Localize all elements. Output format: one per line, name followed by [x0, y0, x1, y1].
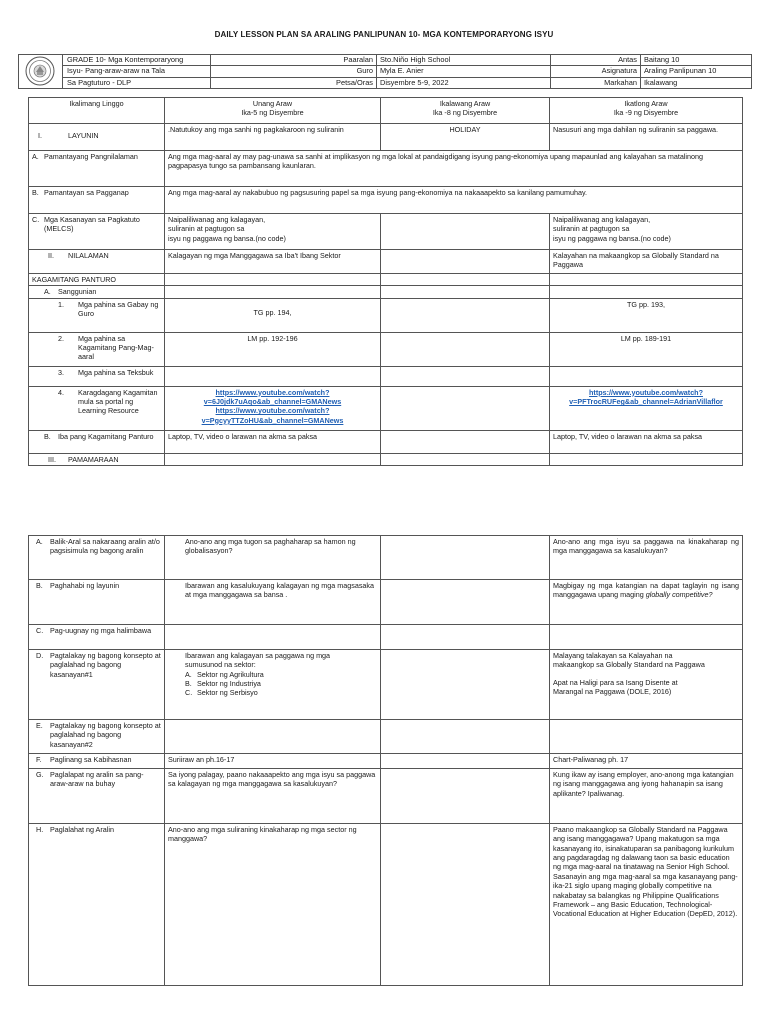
- row-label-pamantayang-pangnilalaman: [29, 151, 165, 187]
- melcs-line: Naipaliliwanag ang kalagayan,: [553, 215, 651, 224]
- row-label-pagtalakay-2: [29, 720, 165, 754]
- row-number: A.: [44, 287, 51, 297]
- row-label-nilalaman: [29, 250, 165, 274]
- empty-cell: [381, 286, 550, 298]
- row-title: Pag-uugnay ng mga halimbawa: [50, 626, 152, 635]
- field-label: Asignatura: [551, 66, 641, 77]
- melcs-line: isyu ng paggawa ng bansa.(no code): [168, 233, 286, 243]
- haligi-line: Marangal na Paggawa (DOLE, 2016): [553, 687, 672, 697]
- field-label: Guro: [211, 66, 377, 77]
- empty-cell: [381, 650, 550, 720]
- row-title: Balik-Aral sa nakaraang aralin at/o pagsisimula ng bagong aralin: [50, 537, 160, 556]
- row-label-pamantayan-sa-pagganap: [29, 187, 165, 214]
- youtube-link[interactable]: https://www.youtube.com/watch?: [589, 387, 703, 397]
- layunin-day2: HOLIDAY: [381, 124, 550, 151]
- melcs-day3: [550, 214, 743, 250]
- sektor-item: Sektor ng Serbisyo: [197, 688, 258, 698]
- youtube-link[interactable]: v=PgcyyTTZoHU&ab_channel=GMANews: [201, 415, 344, 425]
- paghahabi-text: Magbigay ng mga katangian na dapat taglayin ng isang manggagawa upang maging: [553, 581, 739, 600]
- row-number: 1.: [58, 299, 64, 309]
- row-title: Pamantayan sa Pagganap: [44, 188, 129, 197]
- row-title: Mga pahina sa Gabay ng Guro: [78, 299, 159, 319]
- empty-cell: [381, 430, 550, 453]
- sektor-intro: sumusunod na sektor:: [185, 660, 256, 670]
- empty-cell: [165, 366, 381, 386]
- row-title: Paglinang sa Kabihasnan: [50, 755, 132, 764]
- empty-cell: [165, 720, 381, 754]
- lesson-plan-table-1: [28, 97, 743, 466]
- row-number: E.: [36, 721, 43, 730]
- row-title: Karagdagang Kagamitan mula sa portal ng Learning Resource: [78, 387, 158, 416]
- deped-seal-icon: [25, 56, 55, 86]
- melcs-line: suliranin at pagtugon sa: [168, 224, 245, 234]
- empty-cell: [381, 536, 550, 580]
- row-number: B.: [32, 188, 39, 197]
- empty-cell: [165, 286, 381, 298]
- row-number: B.: [44, 431, 51, 441]
- paghahabi-italic: globally competitive?: [645, 590, 713, 600]
- empty-cell: [381, 720, 550, 754]
- paglalahat-day3: Paano makaangkop sa Globally Standard na Paggawa ang isang manggagawa? Upang makatugon sa mga kasanayang ito, isinakatuparan sa panibagong kurikulum ang pagdaragdag ng dalawang taon sa basic education ng mga mag-aaral na tinatawag na Senior High School. Sasanayin ang mga mag-aaral sa mga kasanayang pang-ika-21 siglo upang maging globally competitive na nakabatay sa balangkas ng Philippine Qualifications Framework – ang Basic Education, Technological-Vocational Education at Higher Education (DepED, 2012).: [550, 824, 743, 986]
- row-label-karagdagang-kagamitan: [29, 386, 165, 430]
- row-number: F.: [36, 755, 42, 764]
- grade-label: GRADE 10- Mga Kontemporaryong: [63, 55, 211, 66]
- sektor-intro: Ibarawan ang kalagayan sa paggawa ng mga: [185, 651, 331, 660]
- row-title: PAMAMARAAN: [68, 454, 119, 464]
- row-title: Mga pahina sa Kagamitang Pang-Mag-aaral: [78, 333, 154, 362]
- row-title: Paglalapat ng aralin sa pang-araw-araw na buhay: [50, 770, 144, 789]
- pamantayang-pangnilalaman-text: Ang mga mag-aaral ay may pag-unawa sa sanhi at implikasyon ng mga lokal at pandaigdigang isyung pang-ekonomiya upang mapaunlad ang kalayahan sa matalinong pagpapasya tungo sa pambansang kaunlaran.: [165, 151, 743, 187]
- balik-aral-day3: Ano-ano ang mga isyu sa paggawa na kinakaharap ng mga manggagawa sa kasalukuyan?: [550, 536, 743, 580]
- iba-pang-day1: Laptop, TV, video o larawan na akma sa paksa: [165, 430, 381, 453]
- karagdagang-day3: [550, 386, 743, 430]
- gabay-day3: TG pp. 193,: [550, 298, 743, 332]
- field-label: Paaralan: [211, 55, 377, 66]
- empty-cell: [381, 298, 550, 332]
- layunin-day1: .Natutukoy ang mga sanhi ng pagkakaroon ng suliranin: [165, 124, 381, 151]
- day2-name: Ikalawang Araw: [439, 99, 491, 108]
- youtube-link[interactable]: v=PFTrocRUFeg&ab_channel=AdrianVillaflor: [569, 397, 723, 407]
- paglinang-day1: Suriiraw an ph.16-17: [165, 754, 381, 769]
- empty-cell: [550, 274, 743, 286]
- pagtalakay-1-day3: [550, 650, 743, 720]
- talakayan-line: makaangkop sa Globally Standard na Paggawa: [553, 660, 705, 670]
- empty-cell: [165, 274, 381, 286]
- paglalahat-day1: Ano-ano ang mga suliraning kinakaharap ng mga sector ng manggawa?: [165, 824, 381, 986]
- nilalaman-day1: Kalagayan ng mga Manggagawa sa Iba't Ibang Sektor: [165, 250, 381, 274]
- row-number: 3.: [58, 367, 64, 377]
- haligi-line: Apat na Haligi para sa Isang Disente at: [553, 677, 678, 687]
- document-title: DAILY LESSON PLAN SA ARALING PANLIPUNAN 10- MGA KONTEMPORARYONG ISYU: [214, 30, 554, 39]
- youtube-link[interactable]: https://www.youtube.com/watch?: [215, 406, 330, 416]
- kagamitan-day3: LM pp. 189-191: [550, 332, 743, 366]
- row-number: III.: [48, 454, 56, 464]
- row-label-paghahabi: [29, 580, 165, 625]
- field-value: Ikalawang: [641, 77, 752, 88]
- empty-cell: [381, 366, 550, 386]
- row-number: A.: [36, 537, 43, 546]
- empty-cell: [550, 366, 743, 386]
- lesson-plan-table-2: [28, 535, 743, 986]
- paghahabi-day3: [550, 580, 743, 625]
- row-number: C.: [32, 215, 40, 224]
- row-title: Mga pahina sa Teksbuk: [78, 367, 154, 377]
- row-label-paglalapat: [29, 769, 165, 824]
- balik-aral-day1: Ano-ano ang mga tugon sa paghaharap sa hamon ng globalisasyon?: [165, 536, 381, 580]
- row-label-teksbuk: [29, 366, 165, 386]
- nilalaman-day2: [381, 250, 550, 274]
- row-title: Pagtalakay ng bagong konsepto at paglalahad ng bagong kasanayan#1: [50, 651, 161, 679]
- empty-cell: [550, 286, 743, 298]
- talakayan-line: Malayang talakayan sa Kalayahan na: [553, 651, 673, 660]
- row-title: Pamantayang Pangnilalaman: [44, 152, 138, 161]
- row-label-gabay-ng-guro: [29, 298, 165, 332]
- row-number: B.: [36, 581, 43, 590]
- iba-pang-day3: Laptop, TV, video o larawan na akma sa paksa: [550, 430, 743, 453]
- day3-date: Ika -9 ng Disyembre: [613, 108, 679, 118]
- paghahabi-day1: Ibarawan ang kasalukuyang kalagayan ng mga magsasaka at mga manggagawa sa bansa .: [165, 580, 381, 625]
- field-value: Sto.Niño High School: [377, 55, 551, 66]
- empty-cell: [550, 720, 743, 754]
- melcs-day2: [381, 214, 550, 250]
- paglalapat-day1: Sa iyong palagay, paano nakaaapekto ang mga isyu sa paggawa sa kalagayan ng mga manggagawa sa kasalukuyan?: [165, 769, 381, 824]
- list-marker: C.: [185, 688, 193, 698]
- empty-cell: [381, 386, 550, 430]
- grade-label: Isyu- Pang-araw-araw na Tala: [63, 66, 211, 77]
- row-number: II.: [48, 251, 54, 260]
- day1-header: [165, 98, 381, 124]
- row-number: I.: [38, 131, 42, 140]
- row-title: Sanggunian: [58, 287, 97, 297]
- karagdagang-day1: [165, 386, 381, 430]
- pamantayan-sa-pagganap-text: Ang mga mag-aaral ay nakabubuo ng pagsusuring papel sa mga isyung pang-ekonomiya na nakaaapekto sa kanilang pamumuhay.: [165, 187, 743, 214]
- row-label-iba-pang-kagamitan: [29, 430, 165, 453]
- empty-cell: [381, 580, 550, 625]
- empty-cell: [550, 625, 743, 650]
- row-number: 2.: [58, 333, 64, 343]
- row-title: LAYUNIN: [68, 131, 99, 140]
- empty-cell: [165, 625, 381, 650]
- row-number: D.: [36, 651, 44, 660]
- kagamitan-day1: LM pp. 192-196: [165, 332, 381, 366]
- empty-cell: [381, 274, 550, 286]
- row-title: Mga Kasanayan sa Pagkatuto (MELCS): [44, 215, 140, 234]
- row-number: G.: [36, 770, 44, 779]
- empty-cell: [381, 754, 550, 769]
- day2-header: [381, 98, 550, 124]
- day3-header: [550, 98, 743, 124]
- row-title: Paglalahat ng Aralin: [50, 825, 114, 834]
- row-label-layunin: [29, 124, 165, 151]
- field-value: Myla E. Anier: [377, 66, 551, 77]
- empty-cell: [381, 769, 550, 824]
- row-label-paglalahat: [29, 824, 165, 986]
- row-label-kagamitang-pang-mag-aaral: [29, 332, 165, 366]
- day2-date: Ika -8 ng Disyembre: [432, 108, 498, 118]
- field-label: Markahan: [551, 77, 641, 88]
- melcs-line: suliranin at pagtugon sa: [553, 224, 630, 234]
- row-label-sanggunian: [29, 286, 165, 298]
- field-label: Antas: [551, 55, 641, 66]
- row-title: Pagtalakay ng bagong konsepto at paglalahad ng bagong kasanayan#2: [50, 721, 161, 749]
- row-number: C.: [36, 626, 44, 635]
- list-marker: A.: [185, 669, 192, 679]
- row-number: H.: [36, 825, 44, 834]
- row-title: Iba pang Kagamitang Panturo: [58, 431, 154, 441]
- empty-cell: [381, 824, 550, 986]
- empty-cell: [550, 453, 743, 465]
- youtube-link[interactable]: https://www.youtube.com/watch?: [215, 387, 330, 397]
- field-label: Petsa/Oras: [211, 77, 377, 88]
- grade-label: Sa Pagtuturo - DLP: [63, 77, 211, 88]
- gabay-day1: TG pp. 194,: [165, 298, 381, 332]
- sektor-item: Sektor ng Industriya: [197, 679, 261, 689]
- melcs-line: Naipaliliwanag ang kalagayan,: [168, 215, 266, 224]
- paglinang-day3: Chart-Paliwanag ph. 17: [550, 754, 743, 769]
- list-marker: B.: [185, 679, 192, 689]
- row-title: Paghahabi ng layunin: [50, 581, 120, 590]
- row-label-pagtalakay-1: [29, 650, 165, 720]
- row-label-melcs: [29, 214, 165, 250]
- row-number: 4.: [58, 387, 64, 397]
- header-info-table: [18, 54, 752, 89]
- row-label-balik-aral: [29, 536, 165, 580]
- nilalaman-day3: Kalayahan na makaangkop sa Globally Standard na Paggawa: [550, 250, 743, 274]
- row-label-pamamaraan: [29, 453, 165, 465]
- pagtalakay-1-day1: [165, 650, 381, 720]
- youtube-link[interactable]: v=6J0jdk7uAqo&ab_channel=GMANews: [203, 397, 342, 407]
- logo-cell: [19, 55, 63, 89]
- day1-date: Ika-5 ng Disyembre: [241, 108, 304, 118]
- day3-name: Ikatlong Araw: [624, 99, 668, 108]
- row-label-paglinang: [29, 754, 165, 769]
- row-number: A.: [32, 152, 39, 161]
- empty-cell: [381, 625, 550, 650]
- paglalapat-day3: Kung ikaw ay isang employer, ano-anong mga katangian ng isang manggagawa ang iyong hahanapin sa isang aplikante? Ipaliwanag.: [550, 769, 743, 824]
- empty-cell: [381, 453, 550, 465]
- row-label-pag-uugnay: [29, 625, 165, 650]
- day1-name: Unang Araw: [252, 99, 293, 108]
- field-value: Disyembre 5-9, 2022: [377, 77, 551, 88]
- melcs-line: isyu ng paggawa ng bansa.(no code): [553, 233, 671, 243]
- field-value: Baitang 10: [641, 55, 752, 66]
- sektor-item: Sektor ng Agrikultura: [197, 669, 264, 679]
- melcs-day1: [165, 214, 381, 250]
- week-cell: Ikalimang Linggo: [29, 98, 165, 124]
- kagamitang-panturo-label: KAGAMITANG PANTURO: [29, 274, 165, 286]
- layunin-day3: Nasusuri ang mga dahilan ng suliranin sa paggawa.: [550, 124, 743, 151]
- empty-cell: [381, 332, 550, 366]
- field-value: Araling Panlipunan 10: [641, 66, 752, 77]
- empty-cell: [165, 453, 381, 465]
- row-title: NILALAMAN: [68, 251, 109, 260]
